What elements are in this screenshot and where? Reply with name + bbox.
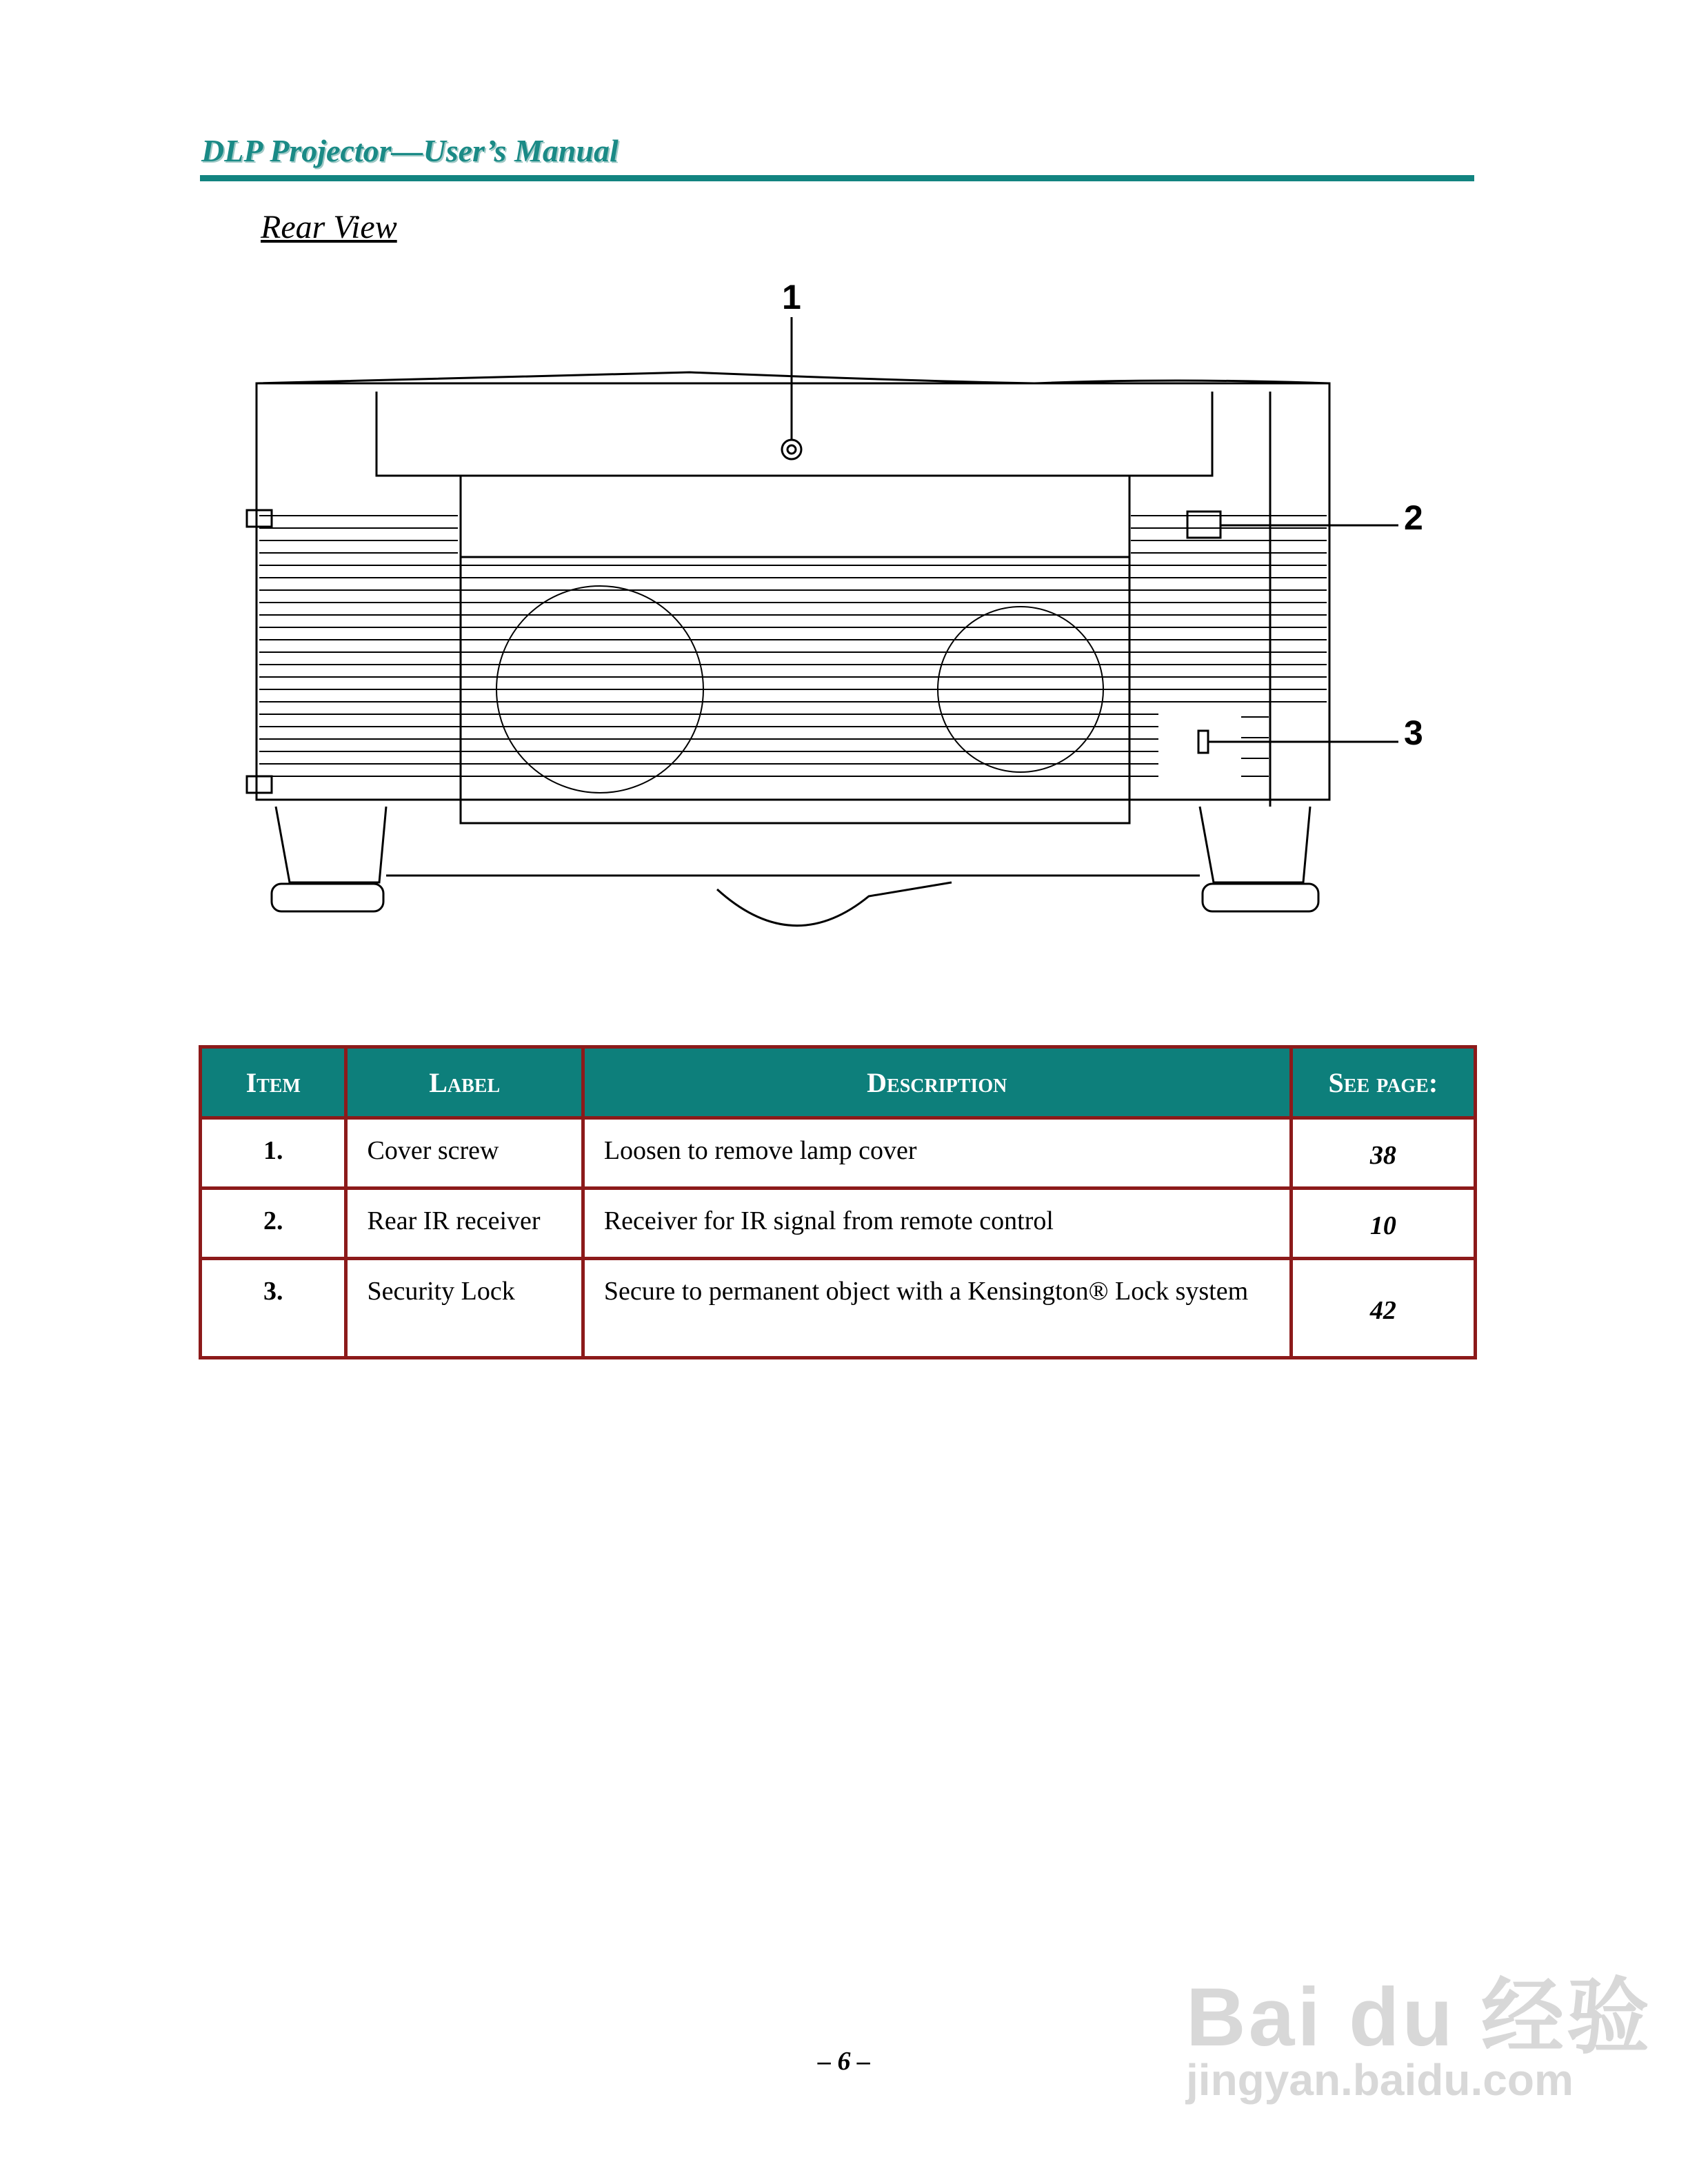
cover-screw (782, 440, 801, 459)
item-description: Loosen to remove lamp cover (583, 1118, 1291, 1189)
top-panel (376, 392, 1212, 476)
watermark-url: jingyan.baidu.com (1186, 2055, 1574, 2105)
item-number: 1. (201, 1118, 346, 1189)
item-description: Secure to permanent object with a Kensington® Lock system (583, 1259, 1291, 1358)
bottom-lens-hump (717, 882, 952, 926)
item-label: Cover screw (346, 1118, 583, 1189)
header-see-page: See page: (1291, 1047, 1475, 1118)
watermark-brand: Bai du 经验 (1186, 1971, 1653, 2063)
table-row (201, 1189, 1476, 1259)
callout-2: 2 (1404, 498, 1423, 537)
item-label: Security Lock (346, 1259, 583, 1358)
projector-rear-view-drawing (0, 0, 1688, 979)
section-title: Rear View (261, 209, 397, 245)
table-row (201, 1118, 1476, 1189)
security-lock-slot (1198, 731, 1208, 753)
vent-grille (259, 516, 1327, 776)
right-foot (1200, 807, 1310, 882)
callout-1: 1 (782, 278, 801, 316)
item-label: Rear IR receiver (346, 1189, 583, 1259)
callout-3: 3 (1404, 714, 1423, 752)
item-page-ref: 42 (1291, 1259, 1475, 1358)
item-description: Receiver for IR signal from remote control (583, 1189, 1291, 1259)
header-title: DLP Projector—User’s Manual (201, 133, 619, 168)
header-description: Description (583, 1047, 1291, 1118)
page-number: – 6 – (818, 2047, 870, 2076)
left-foot (276, 807, 386, 882)
rear-view-items-table (199, 1045, 1477, 1359)
lamp-cover-top (461, 476, 1129, 557)
header-label: Label (346, 1047, 583, 1118)
item-page-ref: 38 (1291, 1118, 1475, 1189)
item-number: 2. (201, 1189, 346, 1259)
table-row (201, 1259, 1476, 1358)
table-header-row (201, 1047, 1476, 1118)
item-page-ref: 10 (1291, 1189, 1475, 1259)
projector-top-edge (257, 372, 1329, 383)
header-item: Item (201, 1047, 346, 1118)
item-number: 3. (201, 1259, 346, 1358)
right-edge-panel (1270, 392, 1329, 807)
